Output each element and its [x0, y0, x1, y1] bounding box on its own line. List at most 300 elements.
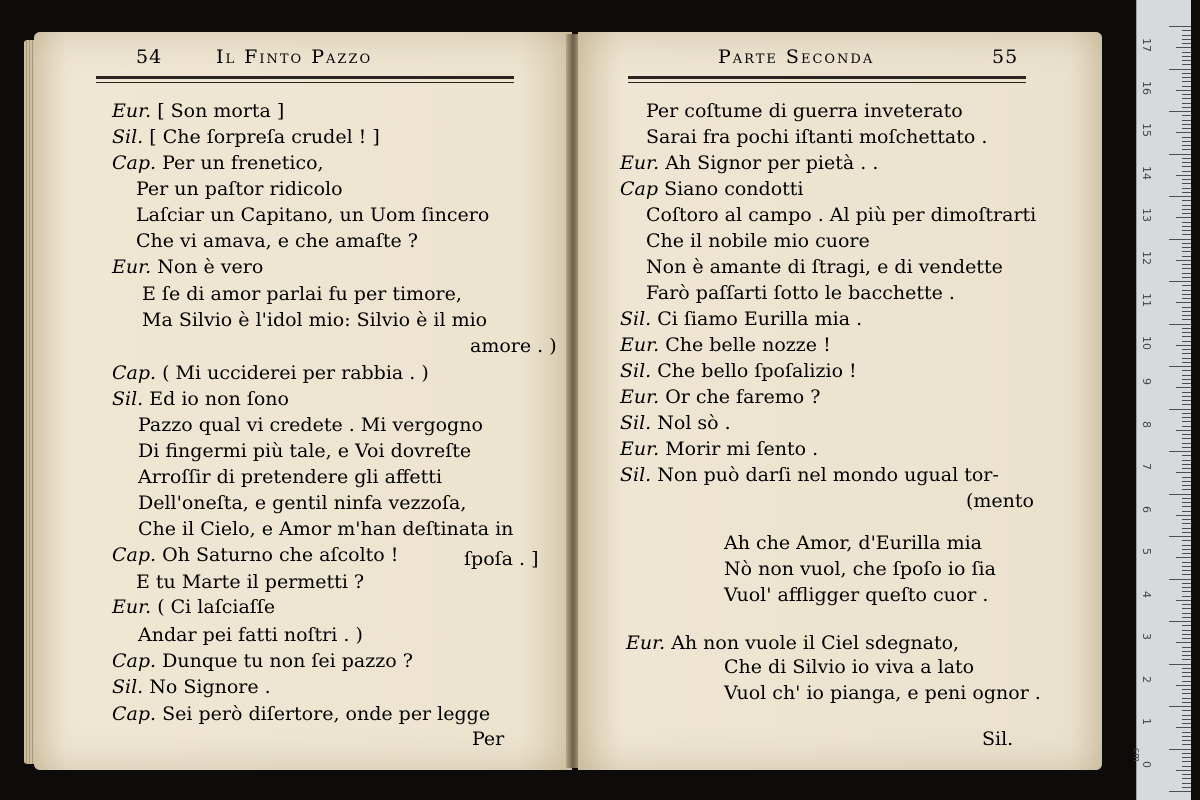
left-text-line	[142, 283, 462, 305]
ruler-tick	[1182, 608, 1191, 609]
ruler-tick	[1182, 744, 1191, 745]
ruler-tick	[1182, 426, 1191, 427]
ruler-tick	[1182, 392, 1191, 393]
ruler-tick	[1176, 557, 1191, 558]
ruler-tick	[1182, 710, 1191, 711]
left-text-line	[112, 152, 324, 174]
left-text-line	[142, 309, 487, 331]
line-text: Sei però diſertore, onde per legge	[162, 703, 491, 725]
ruler-tick	[1182, 778, 1191, 779]
ruler-tick	[1182, 787, 1191, 788]
right-text-line	[620, 412, 731, 434]
ruler-tick	[1182, 421, 1191, 422]
ruler-tick	[1176, 387, 1191, 388]
ruler-tick	[1182, 506, 1191, 507]
speaker-label: Eur.	[112, 256, 158, 278]
ruler-tick	[1182, 523, 1191, 524]
speaker-label: Eur.	[112, 100, 158, 122]
ruler-tick	[1176, 600, 1191, 601]
ruler-tick	[1182, 103, 1191, 104]
ruler-tick	[1182, 617, 1191, 618]
ruler-tick	[1182, 158, 1191, 159]
left-head-rule-thin	[96, 82, 514, 83]
ruler-tick	[1182, 613, 1191, 614]
speaker-label: Eur.	[626, 632, 672, 654]
line-text: Per un paſtor ridicolo	[136, 178, 343, 200]
line-text: Ah non vuole il Ciel sdegnato,	[671, 632, 960, 654]
line-text: Che belle nozze !	[665, 334, 831, 356]
ruler-tick	[1182, 209, 1191, 210]
ruler-tick	[1182, 137, 1191, 138]
ruler-tick	[1182, 328, 1191, 329]
ruler-tick	[1182, 413, 1191, 414]
speaker-label: Sil.	[620, 464, 658, 486]
ruler-tick	[1182, 86, 1191, 87]
speaker-label: Cap	[620, 178, 665, 200]
right-text-line	[982, 728, 1013, 750]
ruler-tick	[1169, 366, 1191, 367]
ruler-tick	[1182, 362, 1191, 363]
right-text-line	[646, 282, 955, 304]
line-text: Ah che Amor, d'Eurilla mia	[724, 532, 983, 554]
ruler-tick	[1182, 77, 1191, 78]
right-text-line	[646, 100, 963, 122]
ruler-tick	[1169, 791, 1191, 792]
ruler-tick	[1182, 460, 1191, 461]
left-text-line	[112, 388, 289, 410]
right-text-line	[620, 386, 820, 408]
speaker-label: Cap.	[112, 152, 163, 174]
ruler-number: 11	[1140, 293, 1153, 307]
left-text-line	[470, 335, 557, 357]
line-text: Che il nobile mio cuore	[646, 230, 870, 252]
left-text-line	[138, 466, 442, 488]
line-text: Ma Silvio è l'idol mio: Silvio è il mio	[142, 309, 488, 331]
right-running-head: Parte Seconda	[718, 46, 875, 68]
ruler-tick	[1182, 188, 1191, 189]
right-page-number: 55	[992, 46, 1019, 68]
left-text-line	[112, 650, 413, 672]
ruler-tick	[1182, 693, 1191, 694]
line-text: Di fingermi più tale, e Voi dovreſte	[138, 440, 472, 462]
line-text: Dell'oneſta, e gentil ninfa vezzoſa,	[138, 492, 467, 514]
right-text-line	[646, 230, 870, 252]
ruler-tick	[1176, 430, 1191, 431]
ruler-tick	[1169, 621, 1191, 622]
ruler-tick	[1182, 230, 1191, 231]
ruler-tick	[1182, 753, 1191, 754]
ruler-tick	[1182, 98, 1191, 99]
ruler-tick	[1182, 647, 1191, 648]
ruler-tick	[1169, 111, 1191, 112]
ruler-number: 0	[1140, 760, 1153, 768]
ruler-tick	[1182, 205, 1191, 206]
right-text-line	[724, 584, 988, 606]
line-text: Ci ſiamo Eurilla mia .	[657, 308, 863, 330]
ruler-number: 17	[1140, 38, 1153, 52]
ruler-tick	[1176, 727, 1191, 728]
ruler-tick	[1182, 477, 1191, 478]
measuring-ruler	[1131, 0, 1191, 800]
ruler-tick	[1182, 438, 1191, 439]
ruler-tick	[1182, 43, 1191, 44]
left-text-line	[112, 126, 380, 148]
line-text: Siano condotti	[664, 178, 804, 200]
ruler-tick	[1182, 587, 1191, 588]
ruler-tick	[1182, 39, 1191, 40]
ruler-tick	[1182, 319, 1191, 320]
ruler-tick	[1169, 409, 1191, 410]
ruler-tick	[1176, 90, 1191, 91]
ruler-tick	[1182, 81, 1191, 82]
right-text-line	[620, 308, 862, 330]
right-text-line	[646, 256, 1003, 278]
left-text-line	[112, 362, 429, 384]
ruler-tick	[1169, 324, 1191, 325]
ruler-tick	[1182, 56, 1191, 57]
ruler-tick	[1169, 69, 1191, 70]
right-text-line	[646, 204, 1036, 226]
left-text-line	[138, 624, 363, 646]
ruler-tick	[1169, 706, 1191, 707]
line-text: Per coſtume di guerra inveterato	[646, 100, 963, 122]
ruler-tick	[1182, 468, 1191, 469]
ruler-tick	[1182, 774, 1191, 775]
ruler-tick	[1182, 383, 1191, 384]
ruler-tick	[1182, 723, 1191, 724]
ruler-tick	[1182, 719, 1191, 720]
left-text-line	[136, 571, 364, 593]
line-text: Che di Silvio io viva a lato	[724, 656, 975, 678]
line-text: Coſtoro al campo . Al più per dimoſtrarti	[646, 204, 1037, 226]
ruler-tick	[1182, 52, 1191, 53]
right-text-line	[626, 632, 959, 654]
speaker-label: Sil.	[112, 388, 150, 410]
ruler-number: 14	[1140, 165, 1153, 180]
speaker-label: Sil.	[112, 126, 150, 148]
ruler-tick	[1182, 128, 1191, 129]
left-page-number: 54	[136, 46, 163, 68]
ruler-tick	[1182, 290, 1191, 291]
ruler-number: 1	[1140, 718, 1153, 725]
ruler-tick	[1169, 26, 1191, 27]
line-text: Dunque tu non ſei pazzo ?	[162, 650, 413, 672]
line-text: [ Che ſorpreſa crudel ! ]	[149, 126, 380, 148]
ruler-tick	[1176, 515, 1191, 516]
ruler-tick	[1182, 443, 1191, 444]
ruler-tick	[1182, 702, 1191, 703]
ruler-tick	[1182, 455, 1191, 456]
ruler-tick	[1182, 570, 1191, 571]
ruler-number: 15	[1140, 123, 1153, 137]
speaker-label: Cap.	[112, 362, 163, 384]
ruler-tick	[1182, 540, 1191, 541]
ruler-number: 13	[1140, 208, 1153, 222]
ruler-tick	[1169, 536, 1191, 537]
ruler-tick	[1182, 234, 1191, 235]
left-text-line	[136, 178, 343, 200]
ruler-tick	[1182, 681, 1191, 682]
ruler-tick	[1176, 472, 1191, 473]
ruler-tick	[1182, 358, 1191, 359]
ruler-tick	[1182, 566, 1191, 567]
ruler-tick	[1176, 770, 1191, 771]
ruler-tick	[1182, 183, 1191, 184]
speaker-label: Eur.	[620, 438, 666, 460]
line-text: Vuol ch' io pianga, e peni ognor .	[724, 682, 1041, 704]
ruler-tick	[1182, 120, 1191, 121]
line-text: Ed io non ſono	[149, 388, 289, 410]
right-text-line	[620, 152, 878, 174]
left-text-line	[112, 676, 271, 698]
ruler-number: 2	[1140, 675, 1153, 683]
left-text-line	[138, 492, 466, 514]
speaker-label: Eur.	[620, 386, 666, 408]
ruler-tick	[1182, 341, 1191, 342]
ruler-tick	[1182, 251, 1191, 252]
ruler-tick	[1182, 256, 1191, 257]
ruler-tick	[1182, 124, 1191, 125]
ruler-number: 16	[1140, 80, 1153, 95]
ruler-tick	[1182, 336, 1191, 337]
line-text: Or che faremo ?	[665, 386, 821, 408]
ruler-tick	[1176, 345, 1191, 346]
line-text: ſpoſa . ]	[464, 548, 539, 570]
ruler-tick	[1182, 511, 1191, 512]
line-text: Vuol' affligger queſto cuor .	[724, 584, 989, 606]
ruler-tick	[1182, 502, 1191, 503]
ruler-tick	[1182, 222, 1191, 223]
ruler-tick	[1182, 417, 1191, 418]
ruler-tick	[1182, 562, 1191, 563]
line-text: Sarai fra pochi iſtanti moſchettato .	[646, 126, 988, 148]
line-text: (mento	[966, 490, 1034, 512]
ruler-tick	[1182, 783, 1191, 784]
ruler-number: 7	[1140, 463, 1153, 470]
ruler-tick	[1182, 596, 1191, 597]
ruler-tick	[1182, 715, 1191, 716]
ruler-tick	[1182, 481, 1191, 482]
ruler-number: 9	[1140, 378, 1153, 385]
right-text-line	[620, 438, 818, 460]
ruler-tick	[1182, 485, 1191, 486]
ruler-tick	[1182, 162, 1191, 163]
ruler-tick	[1182, 332, 1191, 333]
ruler-tick	[1182, 149, 1191, 150]
line-text: E ſe di amor parlai fu per timore,	[142, 283, 462, 305]
ruler-tick	[1182, 545, 1191, 546]
line-text: Andar pei fatti noſtri . )	[138, 624, 363, 646]
line-text: ( Mi ucciderei per rabbia . )	[162, 362, 429, 384]
right-text-line	[724, 656, 974, 678]
ruler-tick	[1182, 107, 1191, 108]
line-text: Non è vero	[157, 256, 264, 278]
right-text-line	[620, 334, 831, 356]
ruler-tick	[1182, 73, 1191, 74]
ruler-tick	[1182, 268, 1191, 269]
ruler-tick	[1182, 528, 1191, 529]
ruler-tick	[1182, 532, 1191, 533]
ruler-tick	[1182, 311, 1191, 312]
left-text-line	[136, 230, 418, 252]
ruler-tick	[1182, 243, 1191, 244]
ruler-tick	[1182, 400, 1191, 401]
ruler-tick	[1182, 171, 1191, 172]
ruler-tick	[1182, 396, 1191, 397]
line-text: Oh Saturno che aſcolto !	[162, 544, 399, 566]
ruler-tick	[1182, 179, 1191, 180]
ruler-tick	[1169, 281, 1191, 282]
ruler-tick	[1176, 47, 1191, 48]
ruler-tick	[1182, 604, 1191, 605]
speaker-label: Eur.	[620, 152, 666, 174]
ruler-tick	[1182, 740, 1191, 741]
ruler-tick	[1182, 498, 1191, 499]
left-running-head: Il Finto Pazzo	[216, 46, 373, 68]
ruler-number: 3	[1140, 633, 1153, 640]
ruler-tick	[1182, 213, 1191, 214]
ruler-tick	[1176, 175, 1191, 176]
ruler-tick	[1182, 464, 1191, 465]
line-text: Morir mi ſento .	[665, 438, 819, 460]
speaker-label: Sil.	[620, 308, 658, 330]
ruler-tick	[1182, 277, 1191, 278]
ruler-tick	[1182, 375, 1191, 376]
ruler-tick	[1182, 315, 1191, 316]
ruler-tick	[1182, 574, 1191, 575]
speaker-label: Cap.	[112, 544, 163, 566]
ruler-tick	[1182, 294, 1191, 295]
line-text: Nò non vuol, che ſpoſo io ſia	[724, 558, 996, 580]
speaker-label: Cap.	[112, 703, 163, 725]
ruler-tick	[1182, 634, 1191, 635]
ruler-tick	[1182, 591, 1191, 592]
ruler-tick	[1182, 64, 1191, 65]
speaker-label: Sil.	[620, 412, 658, 434]
right-text-line	[966, 490, 1034, 512]
ruler-tick	[1182, 166, 1191, 167]
line-text: amore . )	[470, 335, 557, 357]
right-text-line	[724, 532, 982, 554]
right-text-line	[646, 126, 987, 148]
left-text-line	[138, 440, 471, 462]
ruler-tick	[1169, 749, 1191, 750]
ruler-tick	[1182, 625, 1191, 626]
right-head-rule-thin	[628, 82, 1026, 83]
ruler-tick	[1182, 94, 1191, 95]
line-text: Arroſſir di pretendere gli affetti	[138, 466, 443, 488]
speaker-label: Cap.	[112, 650, 163, 672]
ruler-tick	[1182, 192, 1191, 193]
right-text-line	[620, 360, 857, 382]
ruler-tick	[1176, 132, 1191, 133]
line-text: Sil.	[982, 728, 1014, 750]
ruler-tick	[1182, 519, 1191, 520]
ruler-tick	[1182, 226, 1191, 227]
ruler-tick	[1182, 307, 1191, 308]
ruler-number: 4	[1140, 590, 1153, 598]
ruler-number: 6	[1140, 505, 1153, 513]
ruler-tick	[1182, 672, 1191, 673]
line-text: [ Son morta ]	[157, 100, 285, 122]
left-text-line	[136, 204, 489, 226]
ruler-tick	[1169, 494, 1191, 495]
line-text: ( Ci laſciaſſe	[157, 596, 276, 618]
ruler-tick	[1182, 630, 1191, 631]
ruler-tick	[1182, 434, 1191, 435]
ruler-tick	[1169, 154, 1191, 155]
ruler-tick	[1169, 239, 1191, 240]
ruler-tick	[1182, 247, 1191, 248]
ruler-tick	[1182, 353, 1191, 354]
line-text: Per	[472, 728, 505, 750]
left-text-line	[464, 548, 539, 570]
ruler-tick	[1182, 264, 1191, 265]
ruler-tick	[1182, 668, 1191, 669]
ruler-tick	[1182, 370, 1191, 371]
ruler-tick	[1182, 285, 1191, 286]
ruler-tick	[1176, 642, 1191, 643]
ruler-tick	[1182, 553, 1191, 554]
line-text: Non può darſi nel mondo ugual tor-	[657, 464, 999, 486]
ruler-tick	[1169, 664, 1191, 665]
ruler-tick	[1182, 676, 1191, 677]
ruler-number: 5	[1140, 548, 1153, 555]
ruler-tick	[1182, 273, 1191, 274]
ruler-tick	[1182, 736, 1191, 737]
line-text: Che vi amava, e che amaſte ?	[136, 230, 418, 252]
line-text: Per un frenetico,	[162, 152, 324, 174]
ruler-tick	[1182, 638, 1191, 639]
left-text-line	[112, 100, 284, 122]
line-text: E tu Marte il permetti ?	[136, 571, 365, 593]
left-text-line	[138, 518, 513, 540]
ruler-tick	[1182, 583, 1191, 584]
right-text-line	[620, 464, 999, 486]
left-text-line	[112, 703, 490, 725]
ruler-tick	[1182, 757, 1191, 758]
ruler-tick	[1169, 196, 1191, 197]
ruler-tick	[1176, 260, 1191, 261]
ruler-tick	[1182, 145, 1191, 146]
line-text: Nol sò .	[657, 412, 731, 434]
ruler-tick	[1182, 115, 1191, 116]
ruler-tick	[1182, 655, 1191, 656]
ruler-tick	[1182, 298, 1191, 299]
ruler-tick	[1182, 30, 1191, 31]
ruler-tick	[1176, 217, 1191, 218]
line-text: Laſciar un Capitano, un Uom ſincero	[136, 204, 490, 226]
left-text-line	[112, 256, 263, 278]
ruler-tick	[1182, 447, 1191, 448]
ruler-tick	[1182, 379, 1191, 380]
left-text-line	[138, 414, 483, 436]
line-text: Pazzo qual vi credete . Mi vergogno	[138, 414, 483, 436]
right-text-line	[724, 558, 996, 580]
ruler-tick	[1169, 579, 1191, 580]
ruler-tick	[1182, 404, 1191, 405]
left-text-line	[112, 596, 275, 618]
line-text: Farò paſſarti ſotto le bacchette .	[646, 282, 955, 304]
right-text-line	[724, 682, 1041, 704]
right-text-line	[620, 178, 803, 200]
ruler-tick	[1182, 659, 1191, 660]
ruler-tick	[1182, 349, 1191, 350]
ruler-number: 8	[1140, 420, 1153, 428]
ruler-number: 12	[1140, 250, 1153, 265]
ruler-tick	[1182, 489, 1191, 490]
speaker-label: Eur.	[112, 596, 158, 618]
